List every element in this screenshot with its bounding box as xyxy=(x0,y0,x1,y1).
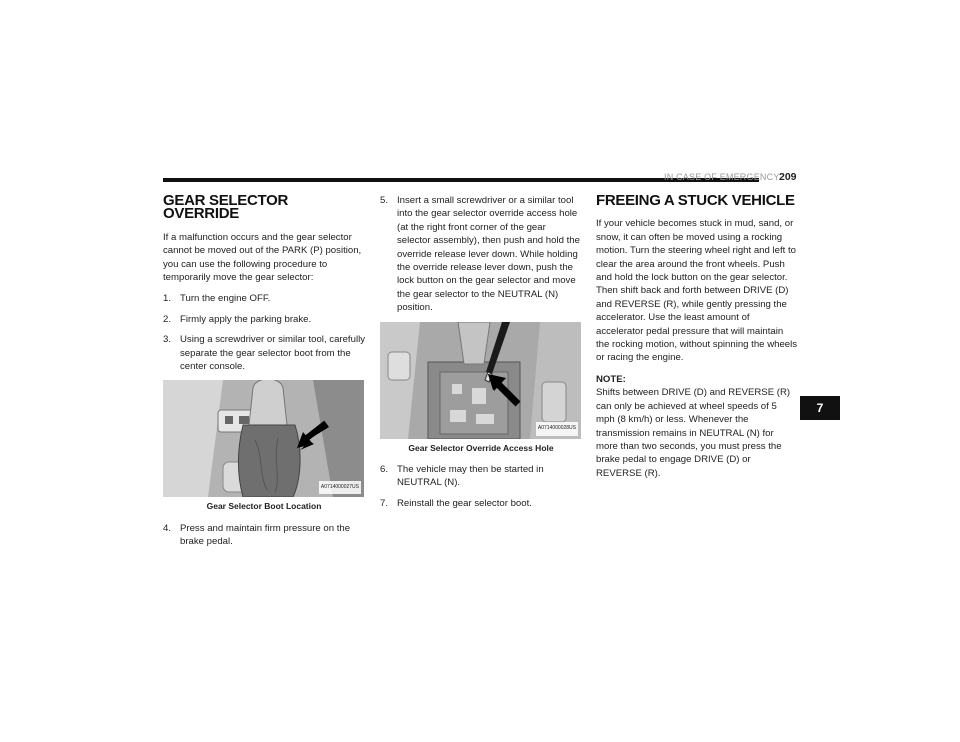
figure-caption: Gear Selector Boot Location xyxy=(206,501,322,512)
step-text: The vehicle may then be started in NEUTRAL (N). xyxy=(397,464,544,489)
step-text: Using a screwdriver or similar tool, carefully separate the gear selector boot from the center console. xyxy=(180,334,365,373)
step-item xyxy=(163,522,365,549)
note-label: NOTE: xyxy=(596,373,626,385)
section-title-gear-override: GEAR SELECTOR OVERRIDE xyxy=(163,192,289,223)
step-item xyxy=(380,194,582,315)
figure-boot-location xyxy=(163,380,365,513)
chapter-tab: 7 xyxy=(800,396,840,420)
step-number: 7. xyxy=(380,497,389,509)
steps-list-part-2 xyxy=(163,522,365,549)
column-1 xyxy=(163,194,365,556)
gear-override-intro: If a malfunction occurs and the gear selector cannot be moved out of the PARK (P) position, you can use the following procedure to temporarily move the gear selector: xyxy=(163,231,362,284)
stuck-vehicle-body: If your vehicle becomes stuck in mud, sand, or snow, it can often be moved using a rocking motion. Turn the steering wheel right and left to clear the area around the front wheels. Push and hold the lock button on the gear selector. Then shift back and forth between DRIVE (D) and REVERSE (R), while gently pressing the accelerator. Use the least amount of accelerator pedal pressure that will maintain the rocking motion, without spinning the wheels or racing the engine. xyxy=(596,218,798,364)
figure-code: A0714000028US xyxy=(536,422,578,435)
gear-selector-boot-photo xyxy=(163,380,364,497)
step-item xyxy=(163,292,365,305)
step-text: Insert a small screwdriver or a similar tool into the gear selector override access hole (at the right front corner of the gear selector assembly), then push and hold the override release lever down. While holding the override release lever down, push the lock button on the gear selector and move the gear selector to the NEUTRAL (N) position. xyxy=(397,195,580,314)
running-header-section: IN CASE OF EMERGENCY xyxy=(664,172,780,182)
steps-list-part-1 xyxy=(163,292,365,373)
step-number: 2. xyxy=(163,313,172,325)
note-text: Shifts between DRIVE (D) and REVERSE (R) can only be achieved at wheel speeds of 5 mph (8 km/h) or less. Whenever the transmission remains in NEUTRAL (N) for more than two seconds, you must press the brake pedal to engage DRIVE (D) or REVERSE (R). xyxy=(596,387,791,479)
access-hole-illustration xyxy=(380,322,581,439)
step-item xyxy=(380,463,582,490)
figure-code: A0714000027US xyxy=(319,481,361,494)
step-item xyxy=(163,313,365,326)
gear-boot-illustration xyxy=(163,380,364,497)
figure-override-access-hole xyxy=(380,322,582,455)
step-text: Firmly apply the parking brake. xyxy=(180,313,312,325)
step-text: Press and maintain firm pressure on the brake pedal. xyxy=(180,522,351,548)
column-3 xyxy=(596,194,798,488)
figure-caption: Gear Selector Override Access Hole xyxy=(408,442,554,453)
page-number: 209 xyxy=(779,171,797,183)
steps-list-part-3 xyxy=(380,194,582,315)
step-number: 5. xyxy=(380,195,389,206)
step-number: 4. xyxy=(163,522,172,534)
override-access-hole-photo xyxy=(380,322,581,439)
step-text: Turn the engine OFF. xyxy=(180,293,271,305)
step-item xyxy=(380,497,582,510)
step-number: 1. xyxy=(163,293,172,305)
steps-list-part-4 xyxy=(380,463,582,510)
section-title-stuck-vehicle: FREEING A STUCK VEHICLE xyxy=(596,192,795,209)
step-number: 3. xyxy=(163,334,172,346)
step-number: 6. xyxy=(380,464,389,476)
column-2 xyxy=(380,194,582,517)
step-text: Reinstall the gear selector boot. xyxy=(397,497,532,509)
step-item xyxy=(163,333,365,373)
